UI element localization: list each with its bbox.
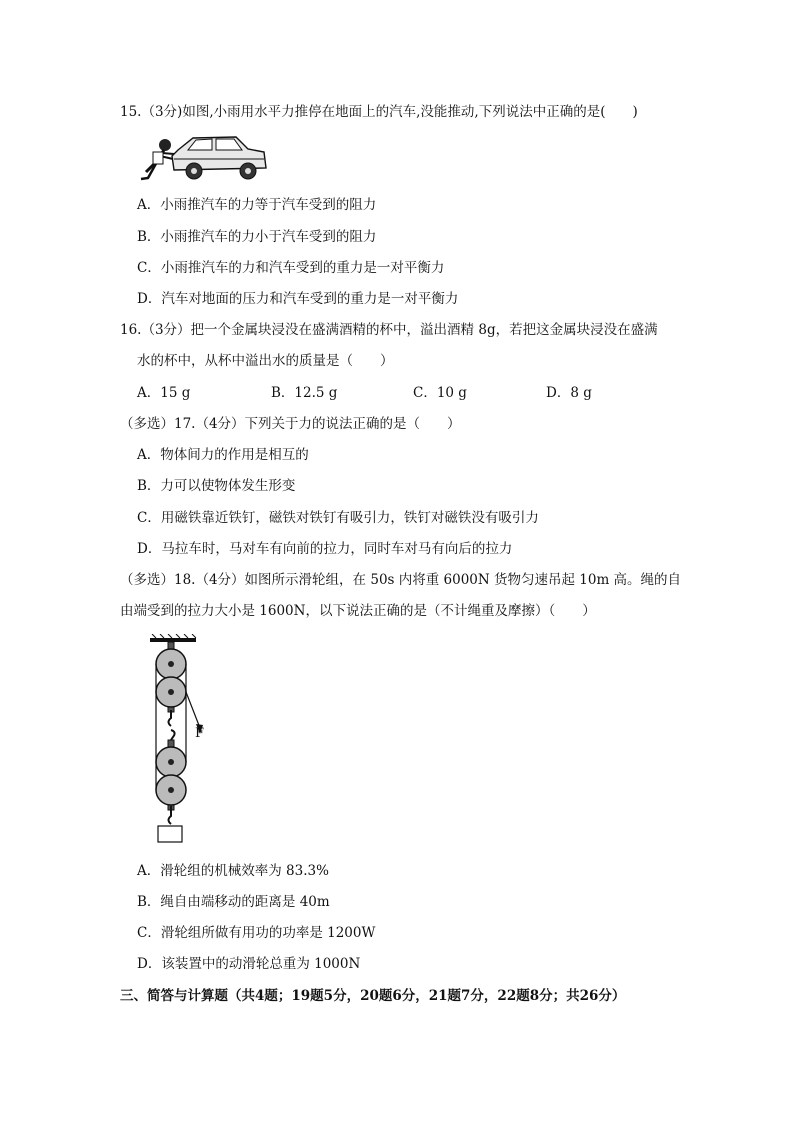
q16-stem-line1: 16.（3分）把一个金属块浸没在盛满酒精的杯中，溢出酒精 8g，若把这金属块浸没在盛满 [120, 322, 658, 338]
q16-stem-line2: 水的杯中，从杯中溢出水的质量是（ ） [137, 353, 394, 369]
q18-stem-line1: （多选）18.（4分）如图所示滑轮组，在 50s 内将重 6000N 货物匀速吊起 10m 高。绳的自 [120, 572, 682, 588]
q15-option-c: C．小雨推汽车的力和汽车受到的重力是一对平衡力 [137, 260, 445, 276]
q18-option-d: D．该装置中的动滑轮总重为 1000N [137, 956, 361, 972]
q17-option-c: C．用磁铁靠近铁钉，磁铁对铁钉有吸引力，铁钉对磁铁没有吸引力 [137, 510, 539, 526]
q18-option-a: A．滑轮组的机械效率为 83.3% [137, 863, 329, 879]
q17-option-d: D．马拉车时，马对车有向前的拉力，同时车对马有向后的拉力 [137, 541, 513, 557]
car-push-illustration [138, 128, 270, 186]
q16-option-c: C．10 g [413, 385, 467, 401]
force-label-f: F [195, 726, 205, 741]
q16-option-d: D．8 g [546, 385, 592, 401]
q18-option-c: C．滑轮组所做有用功的功率是 1200W [137, 925, 376, 941]
q18-stem-line2: 由端受到的拉力大小是 1600N，以下说法正确的是（不计绳重及摩擦）（ ） [120, 603, 596, 619]
q15-option-b: B．小雨推汽车的力小于汽车受到的阻力 [137, 229, 377, 245]
q16-option-a: A．15 g [137, 385, 191, 401]
q15-option-d: D．汽车对地面的压力和汽车受到的重力是一对平衡力 [137, 291, 459, 307]
q18-option-b: B．绳自由端移动的距离是 40m [137, 894, 330, 910]
q17-option-a: A．物体间力的作用是相互的 [137, 447, 309, 463]
q15-stem: 15.（3分)如图,小雨用水平力推停在地面上的汽车,没能推动,下列说法中正确的是( ) [120, 104, 638, 120]
pulley-system-figure [140, 634, 220, 846]
q15-option-a: A．小雨推汽车的力等于汽车受到的阻力 [137, 197, 377, 213]
q17-option-b: B．力可以使物体发生形变 [137, 478, 296, 494]
q16-option-b: B．12.5 g [271, 385, 338, 401]
section3-title: 三、简答与计算题（共4题；19题5分，20题6分，21题7分，22题8分；共26分） [120, 988, 626, 1004]
q17-stem: （多选）17.（4分）下列关于力的说法正确的是（ ） [120, 416, 461, 432]
